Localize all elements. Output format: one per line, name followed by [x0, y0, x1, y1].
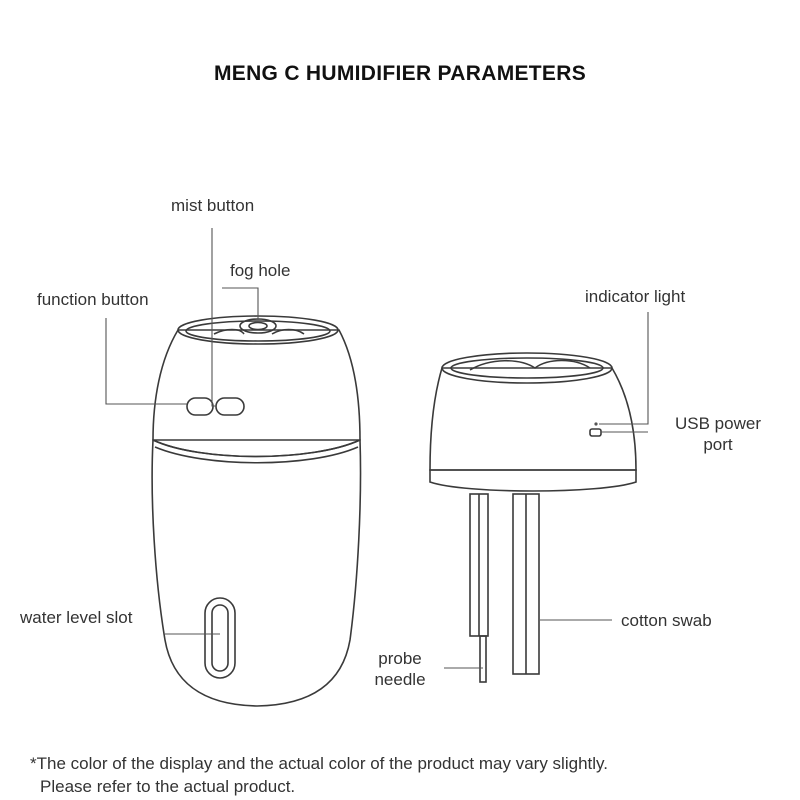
leader-lines — [106, 228, 648, 668]
top-rim-inner — [186, 321, 330, 341]
function-button — [187, 398, 213, 415]
fog-hole-label: fog hole — [230, 261, 291, 280]
water-level-slot — [205, 598, 235, 678]
function-button-leader — [106, 318, 187, 404]
fog-hole-inner — [249, 323, 267, 330]
indicator-light — [594, 422, 597, 425]
humidifier-upper-body — [153, 330, 360, 457]
mist-button-leader — [212, 228, 216, 406]
footnote-line2: Please refer to the actual product. — [40, 777, 296, 796]
humidifier-lower-body — [152, 440, 360, 706]
mist-button — [216, 398, 244, 415]
usb-power-port-label-line2: port — [703, 435, 733, 454]
water-level-slot-label: water level slot — [20, 608, 133, 627]
usb-power-port-label — [658, 413, 778, 455]
mist-button-label: mist button — [171, 196, 255, 215]
usb-power-port-label-line1: USB power — [675, 414, 761, 433]
water-level-slot-inner — [212, 605, 228, 671]
footnote-line1: *The color of the display and the actual color of the product may vary slightly. — [30, 754, 608, 773]
probe-needle-label — [362, 648, 438, 690]
module-base — [430, 470, 636, 491]
probe-needle-label-line2: needle — [374, 670, 426, 689]
footnote — [30, 752, 608, 798]
probe-needle-label-line1: probe — [378, 649, 422, 668]
humidifier-assembled — [152, 316, 360, 706]
page-title: MENG C HUMIDIFIER PARAMETERS — [213, 62, 586, 85]
body-seam — [153, 440, 360, 457]
fog-hole-leader — [222, 288, 258, 320]
cotton-swab-label: cotton swab — [621, 611, 712, 630]
indicator-light-label: indicator light — [585, 287, 686, 306]
humidifier-top-module — [430, 353, 636, 682]
usb-power-port — [590, 429, 601, 436]
probe-needle — [480, 636, 486, 682]
function-button-label: function button — [37, 290, 149, 309]
